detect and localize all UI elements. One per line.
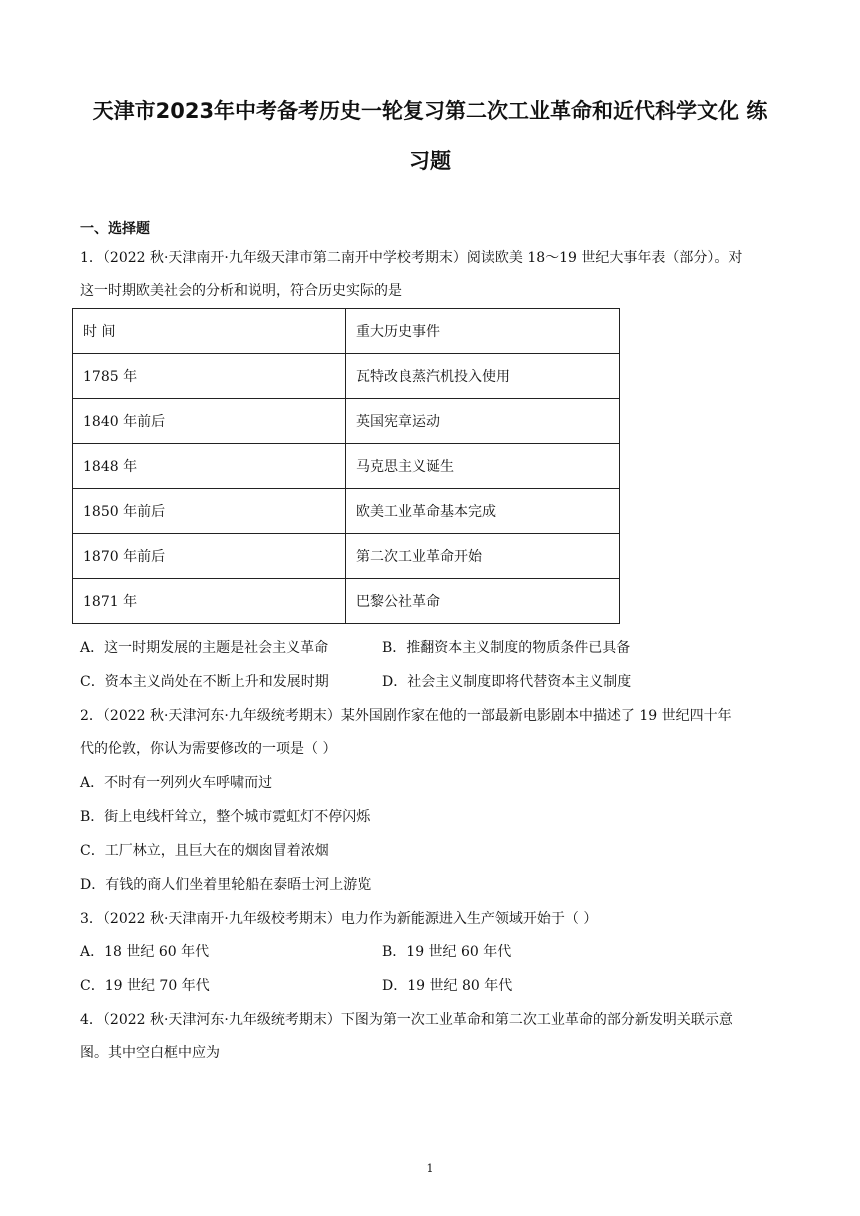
title-line-2: 习题	[409, 149, 451, 173]
table-cell-event: 瓦特改良蒸汽机投入使用	[346, 354, 620, 399]
table-header-cell: 时 间	[73, 309, 346, 354]
q1-option-c: C．资本主义尚处在不断上升和发展时期	[80, 674, 329, 690]
q3-stem-line-1: 3．（2022 秋·天津南开·九年级校考期末）电力作为新能源进入生产领域开始于（ ）	[80, 911, 598, 927]
table-header-row	[73, 309, 620, 354]
table-cell-event: 第二次工业革命开始	[346, 534, 620, 579]
table-row	[73, 354, 620, 399]
q1-stem-line-2: 这一时期欧美社会的分析和说明，符合历史实际的是	[80, 283, 402, 299]
table-cell-time: 1850 年前后	[73, 489, 346, 534]
q2-option-b: B．街上电线杆耸立，整个城市霓虹灯不停闪烁	[80, 809, 371, 825]
table-cell-event: 欧美工业革命基本完成	[346, 489, 620, 534]
table-cell-time: 1870 年前后	[73, 534, 346, 579]
document-title	[60, 86, 800, 186]
title-line-1: 天津市2023年中考备考历史一轮复习第二次工业革命和近代科学文化 练	[92, 99, 768, 123]
q3-option-c: C．19 世纪 70 年代	[80, 978, 210, 994]
table-row	[73, 399, 620, 444]
events-table	[72, 308, 620, 624]
table-cell-time: 1871 年	[73, 579, 346, 624]
q1-option-b: B．推翻资本主义制度的物质条件已具备	[382, 640, 631, 656]
table-row	[73, 489, 620, 534]
table-cell-event: 巴黎公社革命	[346, 579, 620, 624]
table-cell-event: 马克思主义诞生	[346, 444, 620, 489]
table-row	[73, 579, 620, 624]
q1-option-d: D．社会主义制度即将代替资本主义制度	[382, 674, 632, 690]
q3-option-b: B．19 世纪 60 年代	[382, 944, 512, 960]
table-cell-time: 1840 年前后	[73, 399, 346, 444]
table-cell-time: 1785 年	[73, 354, 346, 399]
table-header-cell: 重大历史事件	[346, 309, 620, 354]
q2-stem-line-1: 2．（2022 秋·天津河东·九年级统考期末）某外国剧作家在他的一部最新电影剧本中描述了 19 世纪四十年	[80, 708, 732, 724]
q4-stem-line-2: 图。其中空白框中应为	[80, 1045, 220, 1061]
table-row	[73, 534, 620, 579]
section-heading: 一、选择题	[80, 221, 150, 237]
table-row	[73, 444, 620, 489]
q2-stem-line-2: 代的伦敦，你认为需要修改的一项是（ ）	[80, 741, 337, 757]
q2-option-c: C．工厂林立，且巨大在的烟囱冒着浓烟	[80, 843, 329, 859]
q1-option-a: A．这一时期发展的主题是社会主义革命	[80, 640, 329, 656]
q2-option-a: A．不时有一列列火车呼啸而过	[80, 775, 273, 791]
page-number: 1	[426, 1162, 434, 1175]
q1-stem-line-1: 1．（2022 秋·天津南开·九年级天津市第二南开中学校考期末）阅读欧美 18～19 世纪大事年表（部分）。对	[80, 250, 743, 266]
q3-option-d: D．19 世纪 80 年代	[382, 978, 513, 994]
q4-stem-line-1: 4．（2022 秋·天津河东·九年级统考期末）下图为第一次工业革命和第二次工业革命的部分新发明关联示意	[80, 1012, 733, 1028]
q2-option-d: D．有钱的商人们坐着里轮船在泰晤士河上游览	[80, 877, 372, 893]
q3-option-a: A．18 世纪 60 年代	[80, 944, 210, 960]
table-cell-event: 英国宪章运动	[346, 399, 620, 444]
table-cell-time: 1848 年	[73, 444, 346, 489]
